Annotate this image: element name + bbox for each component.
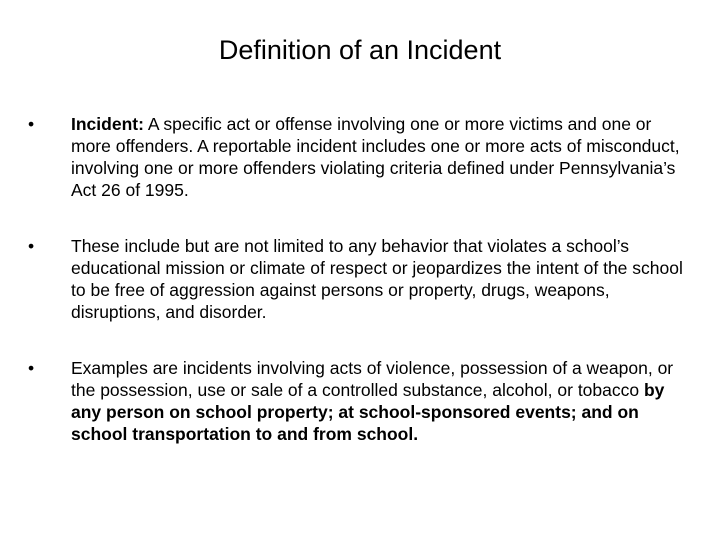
- bullet-item-incident-definition: [28, 113, 688, 201]
- bullet-list: [28, 113, 688, 445]
- bullet-item-behaviors: [28, 235, 688, 323]
- bullet-item-examples: [28, 357, 688, 445]
- bullet-marker: •: [28, 358, 35, 378]
- behaviors-text: These include but are not limited to any behavior that violates a school’s educational mission or climate of respect or jeopardizes the intent of the school to be free of aggression against persons or property, drugs, weapons, disruptions, and disorder.: [71, 236, 683, 322]
- incident-definition-text: A specific act or offense involving one or more victims and one or more offenders. A reportable incident includes one or more acts of misconduct, involving one or more offenders violating criteria defined under Pennsylvania’s Act 26 of 1995.: [71, 114, 680, 200]
- bullet-marker: •: [28, 114, 35, 134]
- slide-title: Definition of an Incident: [218, 35, 502, 65]
- examples-bold-text: by any person on school property; at school-sponsored events; and on school transportation to and from school.: [71, 380, 665, 444]
- examples-text: Examples are incidents involving acts of violence, possession of a weapon, or the possession, use or sale of a controlled substance, alcohol, or tobacco: [71, 358, 674, 400]
- bullet-marker: •: [28, 236, 35, 256]
- incident-term: Incident:: [71, 114, 144, 134]
